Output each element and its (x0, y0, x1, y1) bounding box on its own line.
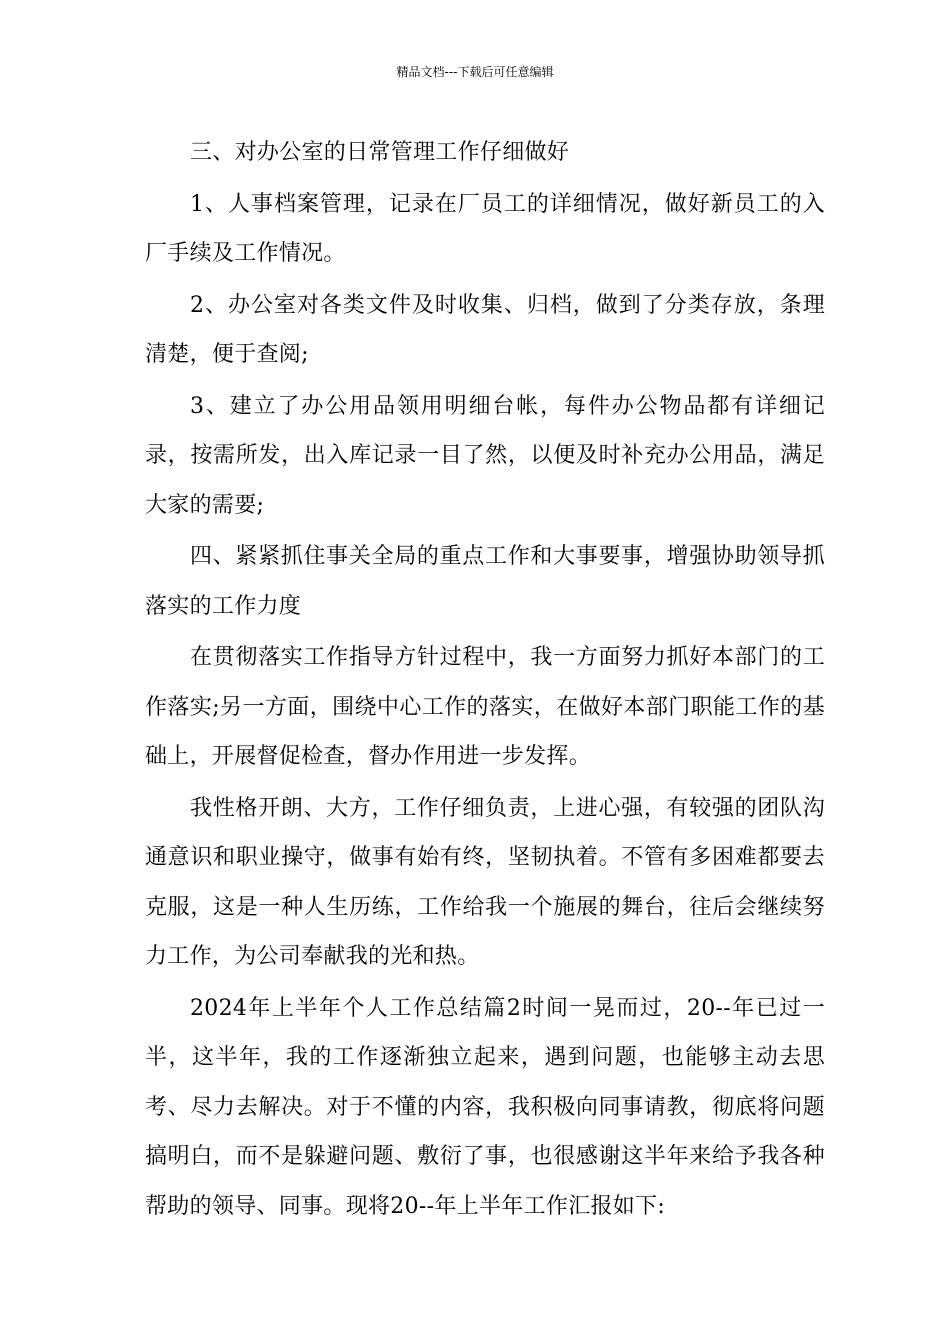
paragraph-item-3: 3、建立了办公用品领用明细台帐，每件办公物品都有详细记录，按需所发，出入库记录一目了然，以便及时补充办公用品，满足大家的需要; (145, 393, 825, 518)
paragraph-summary-intro: 2024年上半年个人工作总结篇2时间一晃而过，20--年已过一半，这半年，我的工作逐渐独立起来，遇到问题，也能够主动去思考、尽力去解决。对于不懂的内容，我积极向同事请教，彻底将问题搞明白，而不是躲避问题、敷衍了事，也很感谢这半年来给予我各种帮助的领导、同事。现将20--年上半年工作汇报如下: (145, 995, 825, 1219)
paragraph-personality: 我性格开朗、大方，工作仔细负责，上进心强，有较强的团队沟通意识和职业操守，做事有始有终，坚韧执着。不管有多困难都要去克服，这是一种人生历练，工作给我一个施展的舞台，往后会继续努力工作，为公司奉献我的光和热。 (145, 795, 825, 969)
header-note: 精品文档---下载后可任意编辑 (396, 65, 554, 79)
section-heading-three: 三、对办公室的日常管理工作仔细做好 (190, 140, 570, 165)
section-heading-four: 四、紧紧抓住事关全局的重点工作和大事要事，增强协助领导抓落实的工作力度 (145, 544, 825, 619)
paragraph-item-2: 2、办公室对各类文件及时收集、归档，做到了分类存放，条理清楚，便于查阅; (145, 292, 825, 367)
paragraph-implementation: 在贯彻落实工作指导方针过程中，我一方面努力抓好本部门的工作落实;另一方面，围绕中心工作的落实，在做好本部门职能工作的基础上，开展督促检查，督办作用进一步发挥。 (145, 645, 825, 769)
document-body (145, 128, 825, 1233)
paragraph-item-1: 1、人事档案管理，记录在厂员工的详细情况，做好新员工的入厂手续及工作情况。 (145, 191, 825, 266)
